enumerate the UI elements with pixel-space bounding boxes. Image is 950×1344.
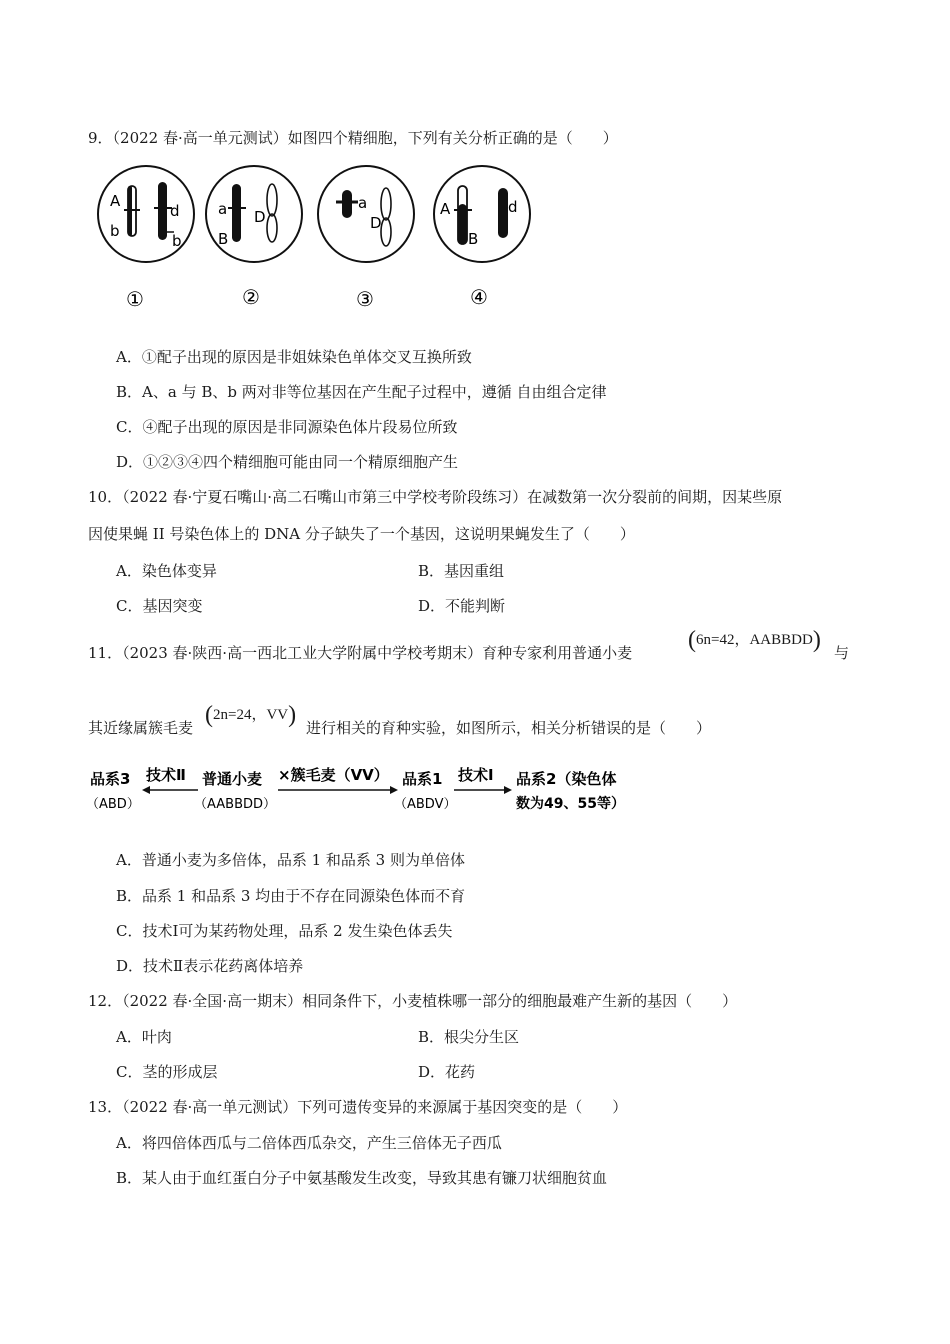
tech1-label: 技术Ⅰ	[458, 766, 494, 784]
q13-option-a: A．将四倍体西瓜与二倍体西瓜杂交，产生三倍体无子西瓜	[116, 1134, 502, 1152]
q9-stem: 9．（2022 春·高一单元测试）如图四个精细胞，下列有关分析正确的是（ ）	[88, 129, 618, 147]
line3-name: 品系3	[90, 770, 131, 788]
q9-option-c: C．④配子出现的原因是非同源染色体片段易位所致	[116, 418, 458, 436]
q11-option-a: A．普通小麦为多倍体，品系 1 和品系 3 则为单倍体	[116, 851, 465, 869]
q11-stem-part2: 与	[834, 644, 850, 662]
cell2-label-D: D	[254, 208, 266, 226]
cell1-number: ①	[126, 287, 144, 311]
cell1-label-b1: b	[110, 222, 120, 240]
cell2-number: ②	[242, 285, 260, 309]
cell1-label-b2: b	[172, 232, 182, 250]
arrow-right-icon	[278, 786, 398, 794]
q12-option-d: D．花药	[418, 1063, 476, 1081]
line2-desc-1: 品系2（染色体	[516, 770, 617, 788]
line1-name: 品系1	[402, 770, 443, 788]
q11-stem-part3: 其近缘属簇毛麦	[88, 719, 194, 737]
q12-option-b: B．根尖分生区	[418, 1028, 520, 1046]
cell3-label-a: a	[358, 194, 368, 212]
line2-desc-2: 数为49、55等）	[516, 796, 625, 812]
line1-genome: （ABDV）	[394, 797, 457, 812]
q9-figure-sperm-cells	[96, 164, 536, 314]
line3-genome: （ABD）	[86, 797, 140, 812]
q12-option-a: A．叶肉	[116, 1028, 172, 1046]
tech2-label: 技术Ⅱ	[146, 766, 186, 784]
cell1-label-d: d	[170, 202, 180, 220]
cell3-label-D: D	[370, 214, 382, 232]
q10-stem-line1: 10．（2022 春·宁夏石嘴山·高二石嘴山市第三中学校考阶段练习）在减数第一次分裂前的间期，因某些原	[88, 488, 783, 506]
q9-option-b: B．A、a 与 B、b 两对非等位基因在产生配子过程中，遵循 自由组合定律	[116, 383, 607, 401]
cell2-label-B: B	[218, 230, 229, 248]
q11-formula-wheat: (6n=42，AABBDD)	[688, 627, 821, 653]
q12-option-c: C．茎的形成层	[116, 1063, 218, 1081]
cell1-label-A: A	[110, 192, 121, 210]
cell4-label-B: B	[468, 230, 479, 248]
q9-option-a: A．①配子出现的原因是非姐妹染色单体交叉互换所致	[116, 348, 472, 366]
cell4-label-d: d	[508, 198, 518, 216]
wheat-name: 普通小麦	[202, 770, 263, 788]
q10-option-c: C．基因突变	[116, 597, 203, 615]
q11-formula-dasypyrum: (2n=24，VV)	[205, 702, 297, 728]
q11-option-c: C．技术Ⅰ可为某药物处理，品系 2 发生染色体丢失	[116, 922, 453, 940]
arrow-right-icon	[454, 786, 512, 794]
cell4-label-A: A	[440, 200, 451, 218]
q11-option-b: B．品系 1 和品系 3 均由于不存在同源染色体而不育	[116, 887, 466, 905]
q9-option-d: D．①②③④四个精细胞可能由同一个精原细胞产生	[116, 453, 459, 471]
q10-option-a: A．染色体变异	[116, 562, 217, 580]
q13-stem: 13．（2022 春·高一单元测试）下列可遗传变异的来源属于基因突变的是（ ）	[88, 1098, 628, 1116]
cell1-chromosomes	[124, 182, 174, 240]
cell3-number: ③	[356, 287, 374, 311]
wheat-genome: （AABBDD）	[194, 797, 277, 812]
q11-breeding-flowchart	[86, 760, 646, 820]
q10-option-d: D．不能判断	[418, 597, 506, 615]
arrow-left-icon	[142, 786, 198, 794]
cell4-number: ④	[470, 285, 488, 309]
q11-option-d: D．技术Ⅱ表示花药离体培养	[116, 957, 304, 975]
q11-stem-part1: 11．（2023 春·陕西·高一西北工业大学附属中学校考期末）育种专家利用普通小麦	[88, 644, 633, 662]
cross-label: ×簇毛麦（VV）	[278, 766, 389, 784]
q10-stem-line2: 因使果蝇 II 号染色体上的 DNA 分子缺失了一个基因，这说明果蝇发生了（ ）	[88, 525, 635, 543]
q12-stem: 12．（2022 春·全国·高一期末）相同条件下，小麦植株哪一部分的细胞最难产生新的基因（ ）	[88, 992, 738, 1010]
cell2-chromosomes	[228, 184, 277, 242]
cell4-chromosomes	[454, 186, 508, 244]
q10-option-b: B．基因重组	[418, 562, 505, 580]
cell2-label-a: a	[218, 200, 228, 218]
q13-option-b: B．某人由于血红蛋白分子中氨基酸发生改变，导致其患有镰刀状细胞贫血	[116, 1169, 608, 1187]
q11-stem-part4: 进行相关的育种实验，如图所示，相关分析错误的是（ ）	[306, 719, 712, 737]
